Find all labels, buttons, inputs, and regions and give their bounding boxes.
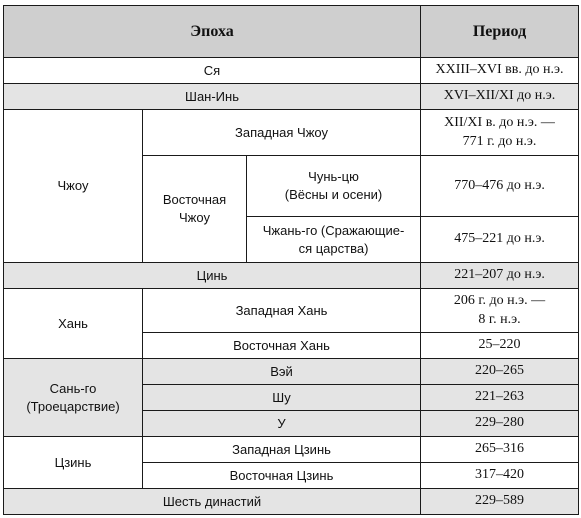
era-name-eastern-jin: Восточная Цзинь: [143, 463, 421, 489]
table-row-xia: [4, 58, 579, 84]
period-western-zhou-line1: XII/XI в. до н.э. —: [444, 114, 555, 130]
era-name-jin: Цзинь: [4, 437, 143, 489]
era-name-zhanguo: [247, 217, 421, 263]
era-name-western-jin: Западная Цзинь: [143, 437, 421, 463]
period-wei: 220–265: [421, 359, 579, 385]
period-xia: XXIII–XVI вв. до н.э.: [421, 58, 579, 84]
three-kingdoms-line1: Сань-го: [49, 380, 97, 396]
table-row-six-dynasties: [4, 489, 579, 515]
era-name-eastern-han: Восточная Хань: [143, 333, 421, 359]
eastern-zhou-line1: Восточная: [162, 192, 227, 208]
zhanguo-line1: Чжань-го (Сражающие-: [262, 222, 405, 238]
era-name-han: Хань: [4, 289, 143, 359]
table-row-jin-western: [4, 437, 579, 463]
period-chunqiu: 770–476 до н.э.: [421, 156, 579, 217]
period-western-han-line1: 206 г. до н.э. —: [453, 292, 546, 308]
period-zhanguo: 475–221 до н.э.: [421, 217, 579, 263]
chunqiu-line2: (Вёсны и осени): [284, 187, 383, 202]
period-six-dynasties: 229–589: [421, 489, 579, 515]
period-shang: XVI–XII/XI до н.э.: [421, 84, 579, 110]
era-name-shang: Шан-Инь: [4, 84, 421, 110]
era-name-western-zhou: Западная Чжоу: [143, 110, 421, 156]
table-row-wei: [4, 359, 579, 385]
period-western-zhou: [421, 110, 579, 156]
eastern-zhou-line2: Чжоу: [179, 210, 210, 225]
era-name-eastern-zhou: [143, 156, 247, 263]
era-name-qin: Цинь: [4, 263, 421, 289]
era-name-shu: Шу: [143, 385, 421, 411]
period-western-jin: 265–316: [421, 437, 579, 463]
dynasty-table: [3, 5, 579, 515]
period-wu: 229–280: [421, 411, 579, 437]
three-kingdoms-line2: (Троецарствие): [26, 398, 120, 414]
table-row-shang: [4, 84, 579, 110]
era-name-xia: Ся: [4, 58, 421, 84]
column-header-era: Эпоха: [4, 6, 421, 58]
period-eastern-han: 25–220: [421, 333, 579, 359]
era-name-zhou: Чжоу: [4, 110, 143, 263]
era-name-wei: Вэй: [143, 359, 421, 385]
era-name-chunqiu: [247, 156, 421, 217]
period-shu: 221–263: [421, 385, 579, 411]
chunqiu-line1: Чунь-цю: [308, 169, 359, 185]
table-row-han-western: [4, 289, 579, 333]
column-header-period: Период: [421, 6, 579, 58]
period-western-han: [421, 289, 579, 333]
zhanguo-line2: ся царства): [298, 240, 369, 256]
era-name-wu: У: [143, 411, 421, 437]
period-western-zhou-line2: 771 г. до н.э.: [462, 133, 537, 149]
era-name-western-han: Западная Хань: [143, 289, 421, 333]
era-name-six-dynasties: Шесть династий: [4, 489, 421, 515]
header-row: [4, 6, 579, 58]
era-name-three-kingdoms: [4, 359, 143, 437]
table-row-qin: [4, 263, 579, 289]
period-qin: 221–207 до н.э.: [421, 263, 579, 289]
period-eastern-jin: 317–420: [421, 463, 579, 489]
table-row-zhou-western: [4, 110, 579, 156]
period-western-han-line2: 8 г. н.э.: [478, 311, 521, 327]
